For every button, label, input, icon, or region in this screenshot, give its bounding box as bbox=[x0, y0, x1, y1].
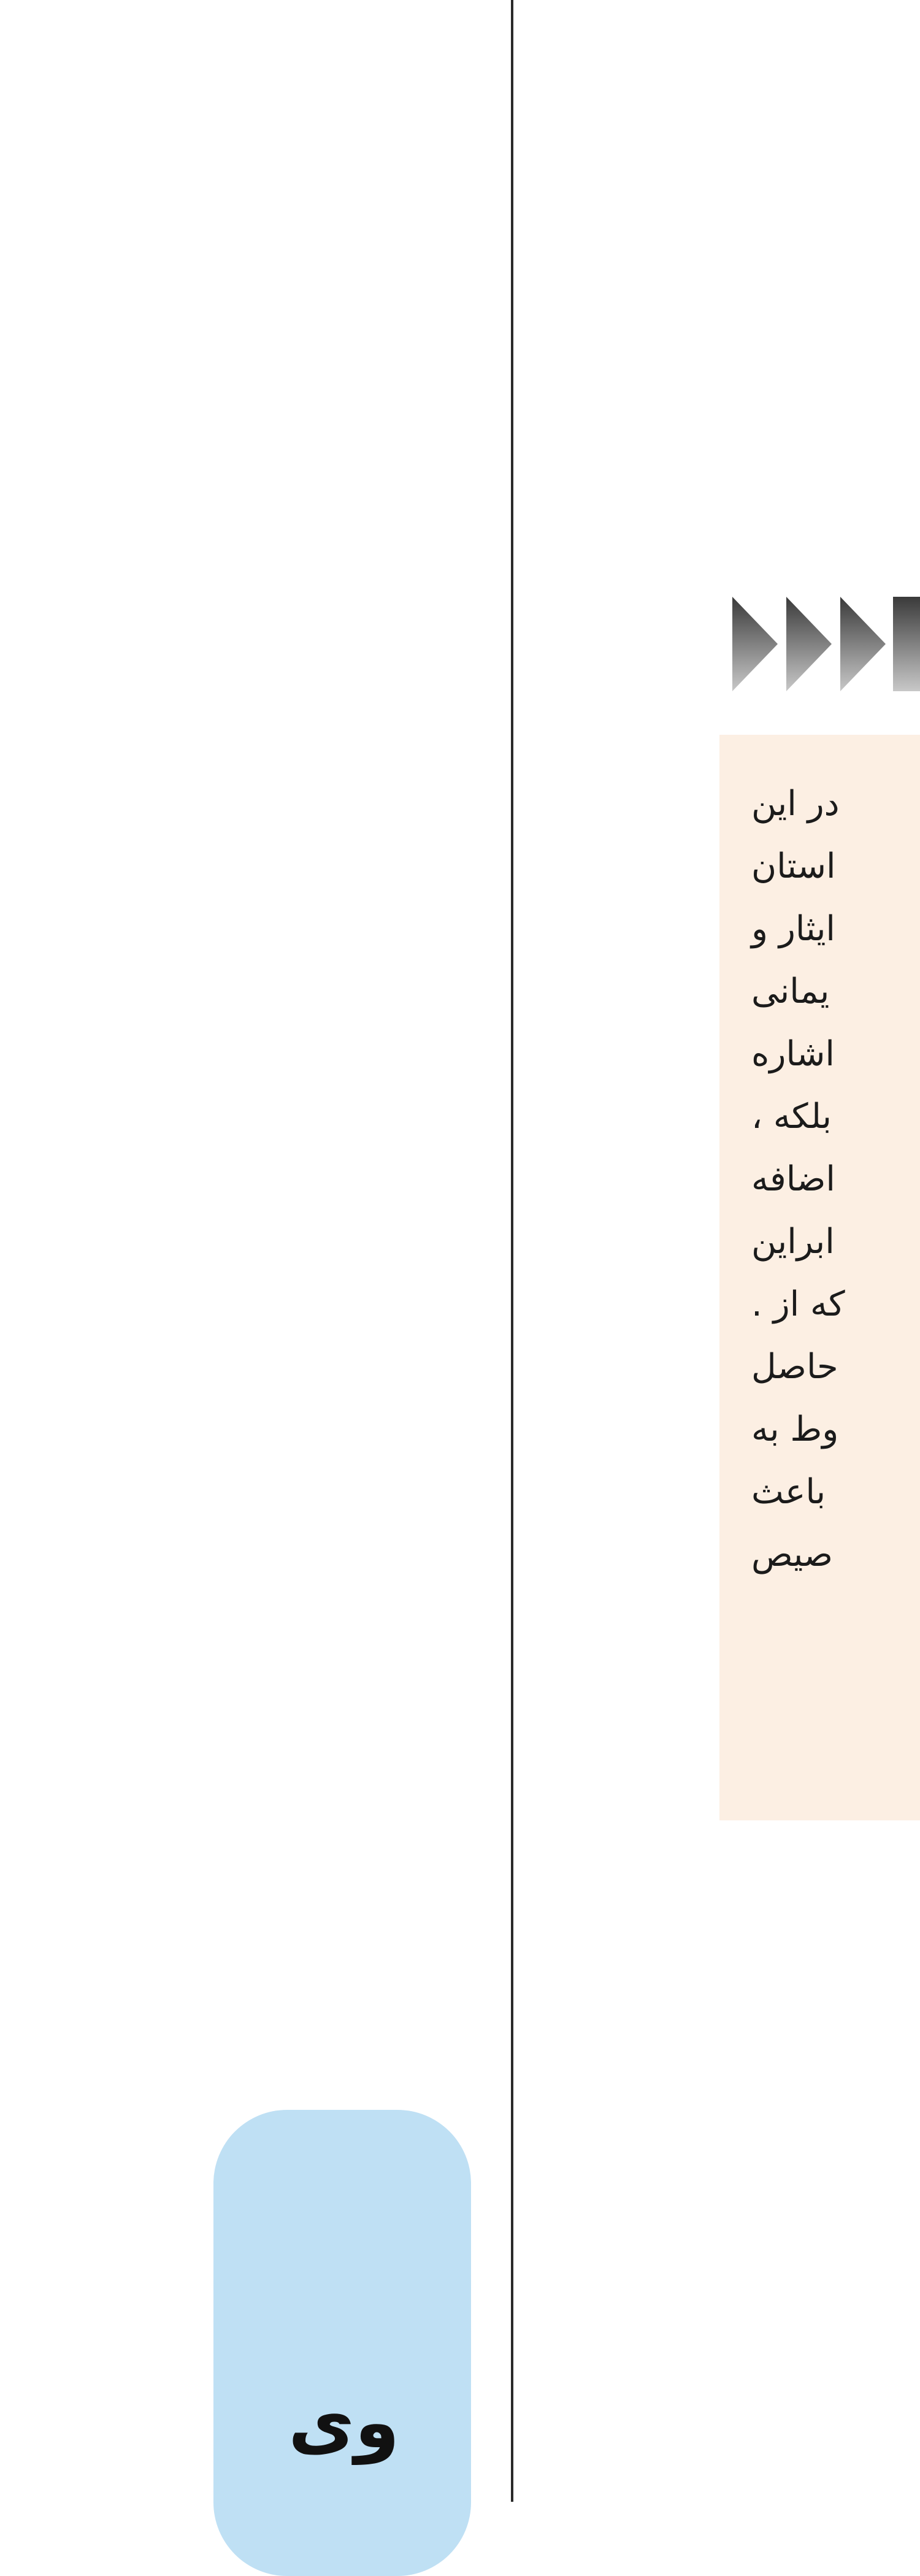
text-line bbox=[0, 375, 503, 438]
left-article-text bbox=[0, 0, 503, 1877]
text-line bbox=[0, 500, 503, 563]
text-line bbox=[0, 250, 503, 313]
text-line bbox=[513, 59, 920, 118]
text-line bbox=[0, 1376, 503, 1439]
text-line bbox=[513, 294, 920, 353]
text-line bbox=[513, 118, 920, 177]
text-line: اضافه bbox=[751, 1159, 835, 1199]
text-line: در این bbox=[751, 784, 840, 824]
text-line: . که از bbox=[751, 1284, 845, 1324]
text-line: یمانی bbox=[751, 972, 830, 1011]
text-line bbox=[0, 1439, 503, 1501]
text-line bbox=[0, 938, 503, 1001]
text-line bbox=[0, 1189, 503, 1251]
text-line bbox=[0, 1752, 503, 1814]
text-line bbox=[0, 813, 503, 876]
text-line: ایثار و bbox=[751, 909, 835, 949]
text-line bbox=[0, 0, 503, 63]
text-line bbox=[0, 1689, 503, 1752]
highlight-box bbox=[719, 735, 920, 1820]
text-line bbox=[513, 236, 920, 294]
text-line bbox=[0, 1814, 503, 1877]
text-line bbox=[0, 1251, 503, 1314]
text-line bbox=[0, 563, 503, 626]
right-column bbox=[513, 0, 920, 2502]
text-line: باعث bbox=[751, 1472, 826, 1512]
text-line: صیص bbox=[751, 1535, 834, 1574]
text-line: ابراین bbox=[751, 1222, 835, 1262]
bubble-title: وی bbox=[288, 2380, 400, 2464]
text-line: وط به bbox=[751, 1409, 839, 1449]
text-line bbox=[0, 1064, 503, 1126]
text-line bbox=[0, 438, 503, 500]
text-line bbox=[0, 1001, 503, 1064]
text-line bbox=[0, 751, 503, 813]
text-line: اشاره bbox=[751, 1034, 835, 1074]
text-line bbox=[0, 1627, 503, 1689]
text-line bbox=[0, 125, 503, 188]
text-line: استان bbox=[751, 846, 836, 886]
text-line bbox=[0, 688, 503, 751]
text-line: ، بلکه bbox=[751, 1097, 832, 1137]
text-line bbox=[0, 63, 503, 125]
text-line bbox=[0, 626, 503, 688]
arrow-decoration-icon bbox=[725, 586, 920, 702]
text-line bbox=[0, 1314, 503, 1376]
text-line bbox=[513, 0, 920, 59]
text-line bbox=[0, 1564, 503, 1627]
text-line bbox=[0, 188, 503, 250]
text-line bbox=[0, 1126, 503, 1189]
text-line bbox=[513, 177, 920, 236]
highlight-box-text bbox=[751, 773, 920, 1586]
right-top-text bbox=[513, 0, 920, 353]
section-bubble bbox=[213, 2110, 471, 2576]
text-line bbox=[0, 1501, 503, 1564]
text-line: حاصل bbox=[751, 1347, 838, 1387]
text-line bbox=[0, 876, 503, 938]
text-line bbox=[0, 313, 503, 375]
